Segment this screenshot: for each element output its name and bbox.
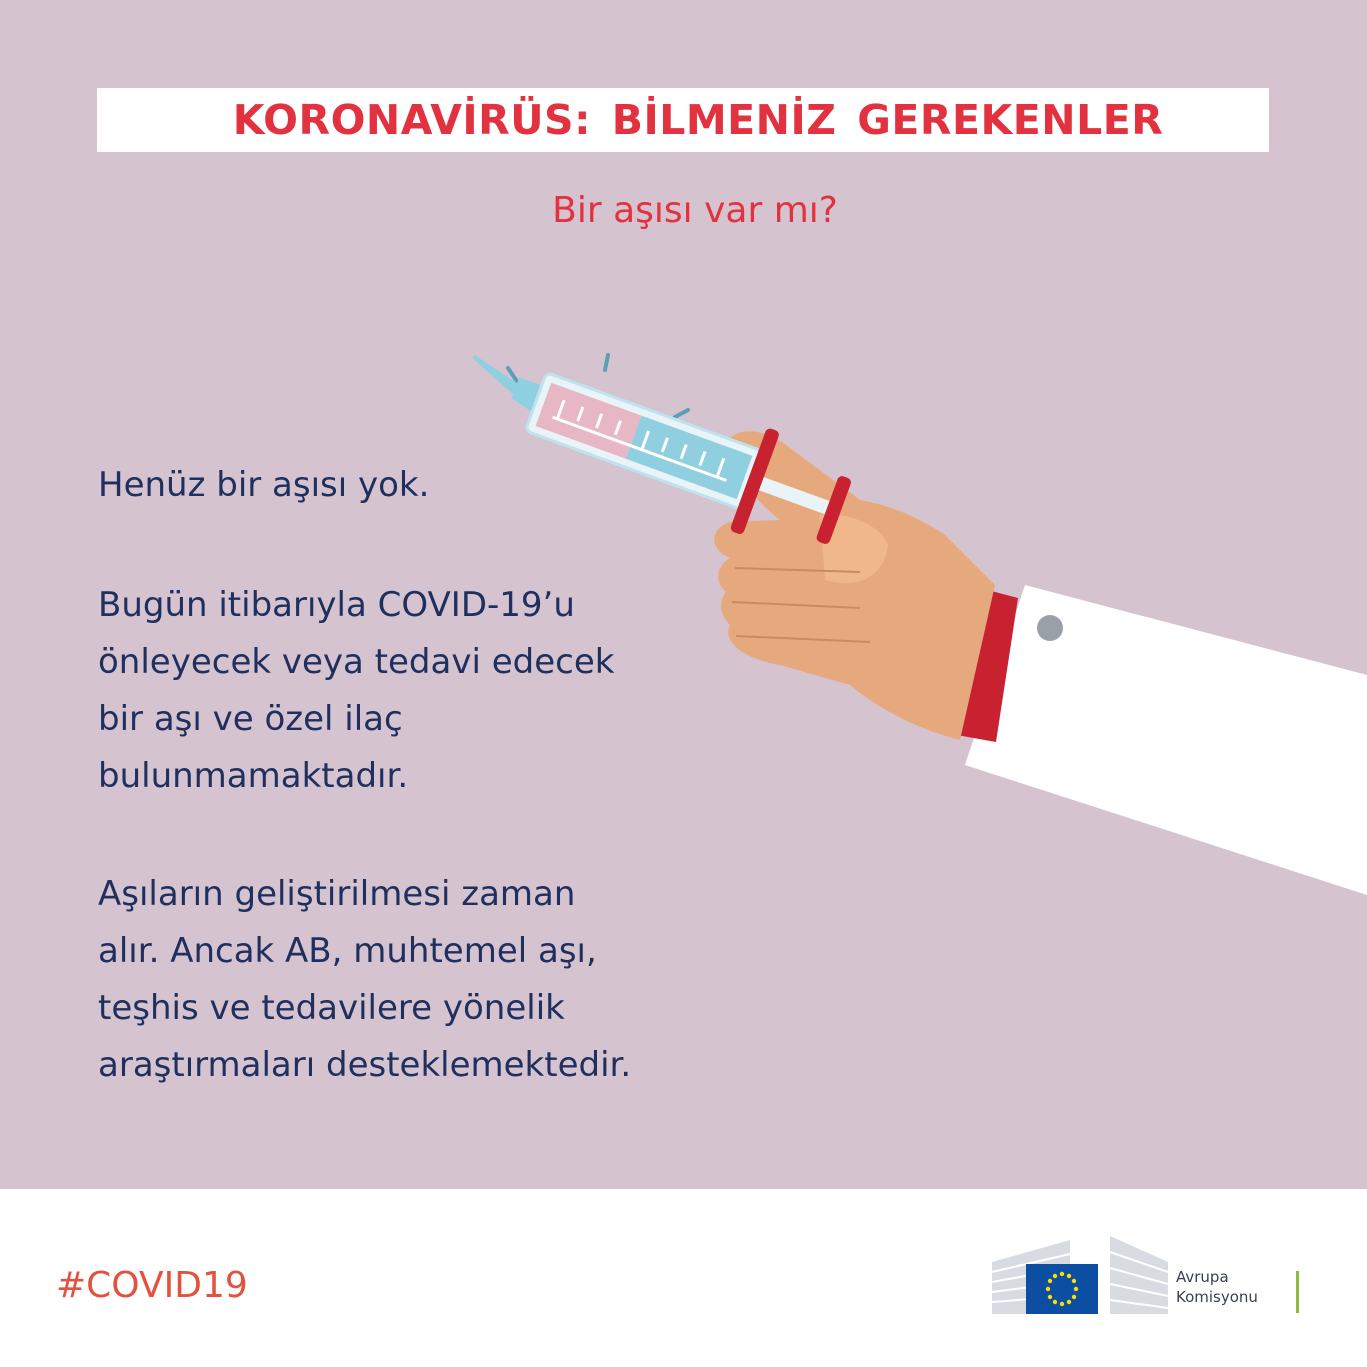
title-banner: [97, 88, 1269, 152]
european-commission-logo: [990, 1232, 1310, 1320]
text-line: Henüz bir aşısı yok.: [98, 465, 430, 505]
paragraph-eu-research: [98, 866, 738, 1094]
eu-flag-icon: [1026, 1264, 1098, 1314]
text-line: bulunmamaktadır.: [98, 756, 409, 796]
text-line: alır. Ancak AB, muhtemel aşı,: [98, 931, 597, 971]
text-line: teşhis ve tedavilere yönelik: [98, 988, 565, 1028]
text-line: araştırmaları desteklemektedir.: [98, 1045, 632, 1085]
hashtag-covid19: #COVID19: [56, 1265, 248, 1306]
coat-sleeve: [940, 585, 1367, 895]
text-line: bir aşı ve özel ilaç: [98, 699, 403, 739]
hand-syringe-illustration: [440, 340, 1367, 900]
logo-line-2: Komisyonu: [1176, 1288, 1258, 1306]
logo-line-1: Avrupa: [1176, 1268, 1229, 1286]
page-subtitle: Bir aşısı var mı?: [552, 190, 838, 231]
page-title: KORONAVİRÜS: BİLMENİZ GEREKENLER: [232, 96, 1164, 144]
text-line: Bugün itibarıyla COVID-19’u: [98, 585, 575, 625]
text-line: Aşıların geliştirilmesi zaman: [98, 874, 576, 914]
logo-accent-bar: [1296, 1271, 1299, 1313]
logo-label: [1176, 1267, 1258, 1307]
text-line: önleyecek veya tedavi edecek: [98, 642, 615, 682]
